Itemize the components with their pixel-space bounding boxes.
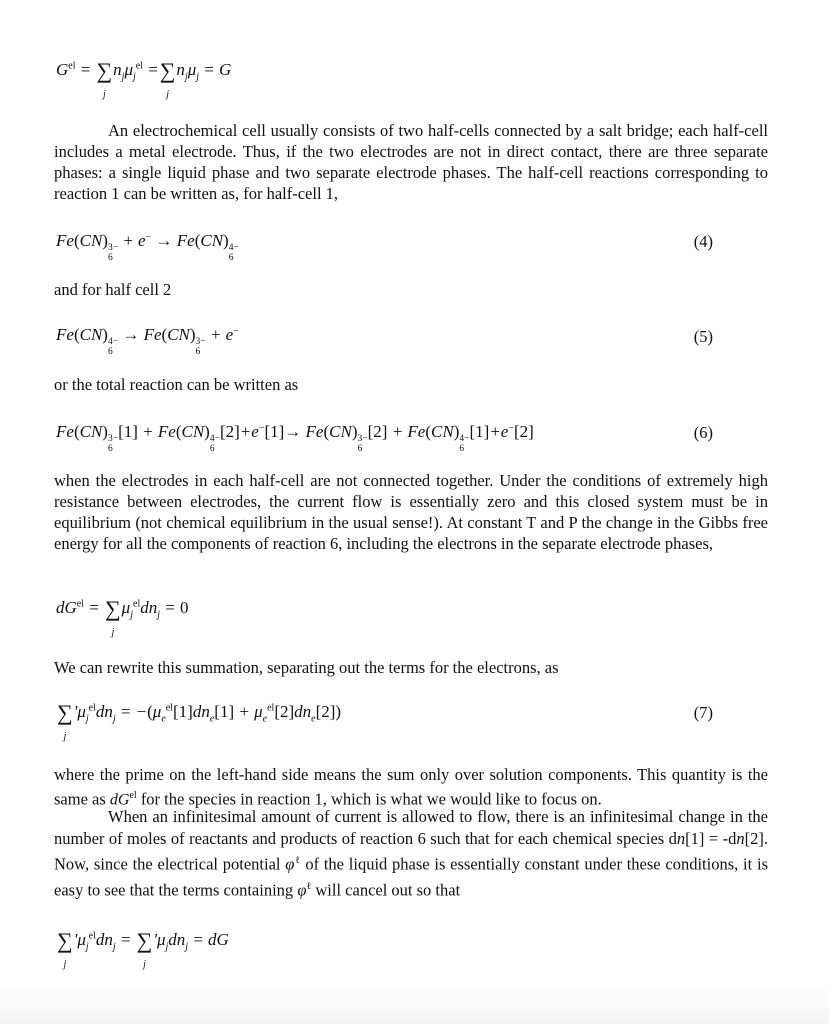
- page-bottom-shade: [0, 984, 829, 1024]
- equation-4: Fe(CN) 3− 6 + e− → Fe(CN) 4− 6: [56, 231, 239, 263]
- equation-4-number: (4): [693, 232, 713, 251]
- paragraph-total-reaction: or the total reaction can be written as: [54, 375, 299, 394]
- equation-7-number: (7): [693, 703, 713, 722]
- paragraph-current-flow: When an infinitesimal amount of current is allowed to flow, there is an infinitesimal change in the number of moles of reactants and products of reaction 6 such that for each chemical species dn[1] = -dn[2]. Now, since the electrical potential $\varphi^\ell$ of the liquid phase is essentially constant under these conditions, it is easy to see that the terms containing $\varphi^\ell$ will cancel out so that: [54, 807, 769, 899]
- paragraph-rewrite-summation: We can rewrite this summation, separating out the terms for the electrons, as: [54, 658, 559, 677]
- equation-5-number: (5): [693, 327, 713, 346]
- equation-6-number: (6): [693, 423, 713, 442]
- paragraph-prime-meaning: where the prime on the left-hand side means the sum only over solution components. This quantity is the same as $dG^{el}$ for the species in reaction 1, which is what we would like to focus on.: [54, 765, 768, 809]
- equation-dG-el: $dG^{el}$ = ∑ j $\mu_j^{el}dn_j = 0$: [56, 596, 189, 638]
- equation-final: ∑ j '$\mu_j^{el}dn_j$ = ∑ j '$\mu_jdn_j$ = dG: [57, 928, 229, 970]
- equation-dG-el-value: 0: [179, 598, 189, 617]
- equation-6: Fe(CN) 3− 6 [1] + Fe(CN) 4− 6 [2]+e−[1]→ Fe(CN) 3− 6 [2] + Fe(CN) 4− 6 [1]+e−[2]: [56, 422, 534, 454]
- paragraph-half-cell-2: and for half cell 2: [54, 280, 172, 299]
- paragraph-equilibrium: when the electrodes in each half-cell are not connected together. Under the conditions of extremely high resistance between electrodes, the current flow is essentially zero and this closed system must be in equilibrium (not chemical equilibrium in the usual sense!). At constant T and P the change in the Gibbs free energy for all the components of reaction 6, including the electrons in the separate electrode phases,: [54, 471, 768, 553]
- equation-5: Fe(CN) 4− 6 → Fe(CN) 3− 6 + e−: [56, 325, 239, 357]
- equation-7: ∑ j '$\mu_j^{el}dn_j = -(\mu_e^{el}[1]dn_e[1] + \mu_e^{el}[2]dn_e[2])$: [57, 700, 342, 742]
- equation-gibbs-el: $G^{el}$ = ∑ j $n_j\mu_j^{el}$ =∑ j $n_j\mu_j = G$: [56, 58, 232, 100]
- paragraph-electrochemical-cell: An electrochemical cell usually consists of two half-cells connected by a salt bridge; each half-cell includes a metal electrode. Thus, if the two electrodes are not in direct contact, there are three separate phases: a single liquid phase and two separate electrode phases. The half-cell reactions corresponding to reaction 1 can be written as, for half-cell 1,: [54, 121, 768, 203]
